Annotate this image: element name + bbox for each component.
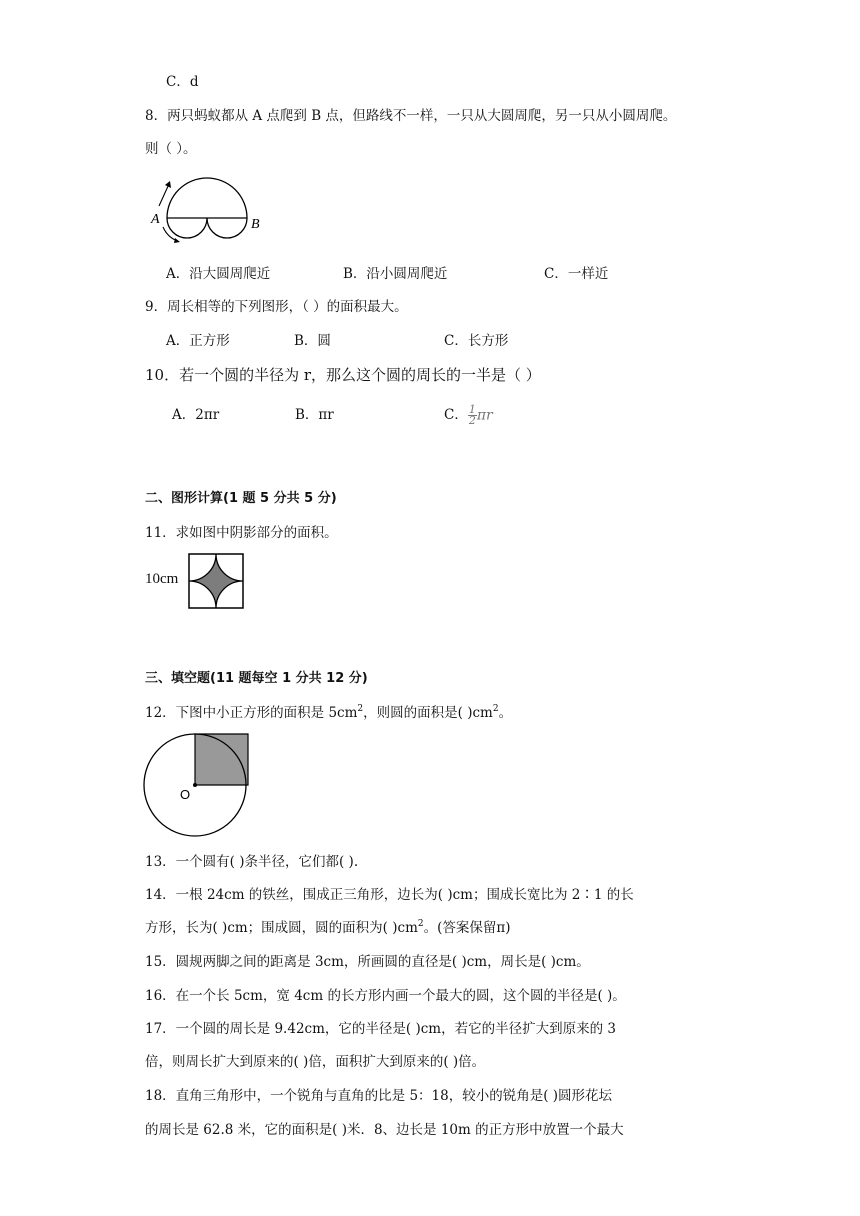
q13-stem: 13．一个圆有( )条半径，它们都( ). <box>145 854 359 870</box>
q8-figure-ant-paths <box>150 172 270 244</box>
q10-option-c-tail: πr <box>476 407 493 424</box>
q14-line2-part-a: 方形，长为( )cm；围成圆，圆的面积为( )cm <box>145 920 418 936</box>
q7-option-c: C．d <box>166 74 199 90</box>
q14-sup: 2 <box>417 919 424 929</box>
section-3-title: 三、填空题(11 题每空 1 分共 12 分) <box>145 671 368 686</box>
q10-option-c <box>444 402 493 429</box>
q17-stem-line1: 17．一个圆的周长是 9.42cm，它的半径是( )cm，若它的半径扩大到原来的 3 <box>145 1021 616 1037</box>
q8-figure-label-a: A <box>151 212 160 227</box>
q10-option-c-prefix: C． <box>444 407 468 423</box>
q10-stem: 10．若一个圆的半径为 r，那么这个圆的周长的一半是（ ） <box>145 366 541 384</box>
section-2-title: 二、图形计算(1 题 5 分共 5 分) <box>145 491 337 506</box>
q10-fraction-denominator: 2 <box>468 414 476 427</box>
q11-figure-shaded-square <box>188 553 244 609</box>
q9-option-b: B．圆 <box>294 333 331 349</box>
q9-stem: 9．周长相等的下列图形，（ ）的面积最大。 <box>145 299 408 315</box>
q12-figure-circle-square <box>144 733 250 839</box>
q16-stem: 16．在一个长 5cm，宽 4cm 的长方形内画一个最大的圆，这个圆的半径是( )。 <box>145 988 626 1004</box>
q14-stem-line2 <box>145 918 511 938</box>
q15-stem: 15．圆规两脚之间的距离是 3cm，所画圆的直径是( )cm，周长是( )cm。 <box>145 954 590 970</box>
q17-stem-line2: 倍，则周长扩大到原来的( )倍，面积扩大到原来的( )倍。 <box>145 1054 486 1070</box>
q10-option-c-fraction <box>468 405 477 426</box>
q14-stem-line1: 14．一根 24cm 的铁丝，围成正三角形，边长为( )cm；围成长宽比为 2∶1 的长 <box>145 887 634 903</box>
q8-figure-label-b: B <box>251 217 260 232</box>
q12-figure-label-o: O <box>180 787 191 802</box>
q12-stem-part-c: 。 <box>498 705 513 721</box>
q10-option-b: B．πr <box>295 407 334 423</box>
q14-line2-part-b: 。(答案保留π) <box>423 920 511 936</box>
q9-option-a: A．正方形 <box>166 333 230 349</box>
q12-stem-part-a: 12．下图中小正方形的面积是 5cm <box>145 705 358 721</box>
q10-option-a: A．2πr <box>172 407 220 423</box>
q12-sup-2: 2 <box>492 704 499 714</box>
q8-option-b: B．沿小圆周爬近 <box>343 266 448 282</box>
q11-figure-label: 10cm <box>145 571 179 587</box>
q18-stem-line2: 的周长是 62.8 米，它的面积是( )米．8、边长是 10m 的正方形中放置一个最大 <box>145 1122 624 1138</box>
q12-sup-1: 2 <box>357 704 364 714</box>
q12-stem-part-b: ，则圆的面积是( )cm <box>363 705 493 721</box>
q8-stem-line1: 8．两只蚂蚁都从 A 点爬到 B 点，但路线不一样，一只从大圆周爬，另一只从小圆周爬。 <box>145 108 677 124</box>
q18-stem-line1: 18．直角三角形中，一个锐角与直角的比是 5：18，较小的锐角是( )圆形花坛 <box>145 1088 613 1104</box>
q12-stem <box>145 703 512 723</box>
q8-option-c: C．一样近 <box>544 266 609 282</box>
q8-stem-line2: 则（ ）。 <box>145 141 197 157</box>
q11-stem: 11．求如图中阴影部分的面积。 <box>145 525 338 541</box>
q9-option-c: C．长方形 <box>444 333 509 349</box>
q8-option-a: A．沿大圆周爬近 <box>166 266 271 282</box>
q10-fraction-numerator: 1 <box>468 403 476 416</box>
